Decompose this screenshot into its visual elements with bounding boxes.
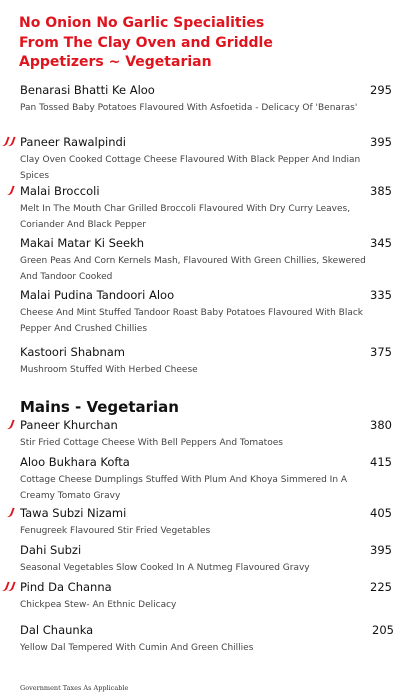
item-description: Pan Tossed Baby Potatoes Flavoured With Asfoetida - Delicacy Of 'Benaras' [20,103,358,113]
item-name: Tawa Subzi Nizami [20,506,127,520]
item-price: 225 [370,580,392,594]
item-price: 205 [372,623,394,637]
item-price: 405 [370,506,392,520]
item-name: Dal Chaunka [20,623,94,637]
item-price: 385 [370,184,392,198]
item-price: 395 [370,543,392,557]
item-name: Dahi Subzi [20,543,82,557]
menu-header [19,14,379,73]
item-description: Melt In The Mouth Char Grilled Broccoli Flavoured With Dry Curry Leaves, Coriander And Black Pepper [20,204,351,230]
footer-tax-note: Government Taxes As Applicable [20,684,129,692]
item-description: Green Peas And Corn Kernels Mash, Flavoured With Green Chillies, Skewered And Tandoor Cooked [20,256,366,282]
item-description: Stir Fried Cottage Cheese With Bell Peppers And Tomatoes [20,438,283,448]
item-price: 295 [370,83,392,97]
item-description: Fenugreek Flavoured Stir Fried Vegetables [20,526,211,536]
double-chilli-icon [3,136,14,148]
item-name: Malai Pudina Tandoori Aloo [20,288,175,302]
item-description: Cheese And Mint Stuffed Tandoor Roast Baby Potatoes Flavoured With Black Pepper And Crushed Chillies [20,308,364,334]
menu-header-line-1: No Onion No Garlic Specialities [19,15,265,31]
item-name: Pind Da Channa [20,580,112,594]
double-chilli-icon [3,581,14,593]
item-name: Paneer Rawalpindi [20,135,126,149]
item-price: 335 [370,288,392,302]
chilli-icon [8,507,13,519]
item-price: 375 [370,345,392,359]
item-name: Malai Broccoli [20,184,100,198]
item-name: Makai Matar Ki Seekh [20,236,145,250]
item-name: Aloo Bukhara Kofta [20,455,130,469]
chilli-icon [8,419,13,431]
item-name: Paneer Khurchan [20,418,118,432]
item-description: Cottage Cheese Dumplings Stuffed With Plum And Khoya Simmered In A Creamy Tomato Gravy [20,475,348,501]
item-price: 395 [370,135,392,149]
item-price: 380 [370,418,392,432]
item-description: Clay Oven Cooked Cottage Cheese Flavoured With Black Pepper And Indian Spices [20,155,361,181]
chilli-icon [8,185,13,197]
item-description: Seasonal Vegetables Slow Cooked In A Nutmeg Flavoured Gravy [20,563,310,573]
item-description: Chickpea Stew- An Ethnic Delicacy [20,600,177,610]
menu-header-line-2: From The Clay Oven and Griddle [19,34,273,51]
item-price: 345 [370,236,392,250]
item-price: 415 [370,455,392,469]
item-name: Kastoori Shabnam [20,345,126,359]
item-name: Benarasi Bhatti Ke Aloo [20,83,155,97]
menu-header-line-3: Appetizers ~ Vegetarian [19,54,212,70]
item-description: Mushroom Stuffed With Herbed Cheese [20,365,198,375]
section-title-mains: Mains - Vegetarian [20,398,179,416]
item-description: Yellow Dal Tempered With Cumin And Green Chillies [20,643,254,653]
